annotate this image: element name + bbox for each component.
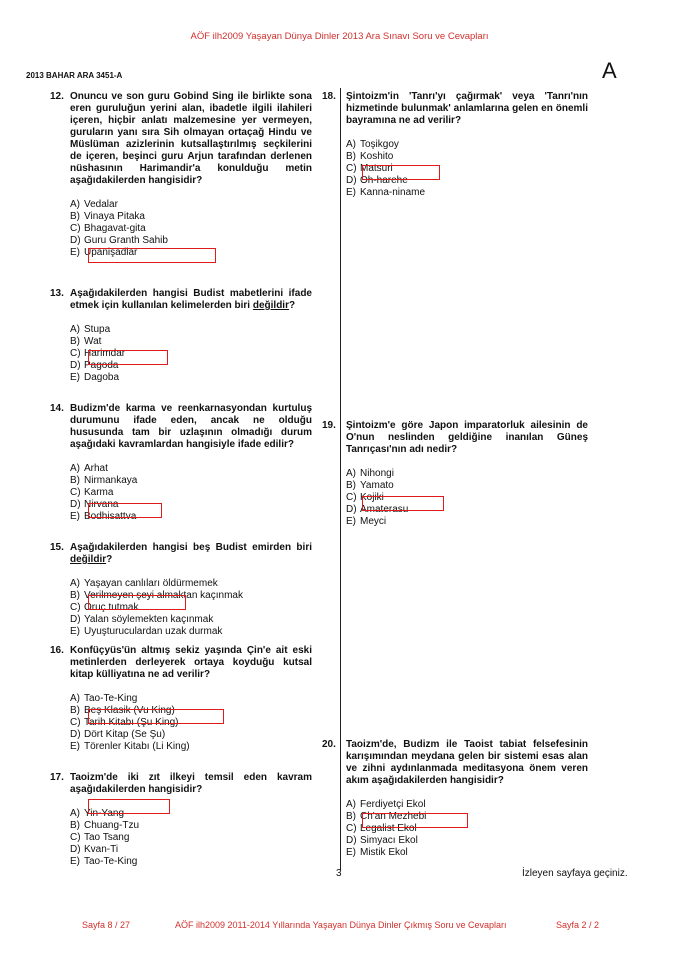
- options-list: [70, 808, 312, 868]
- option-c[interactable]: C) Legalist Ekol: [346, 823, 417, 834]
- answer-mark-box: [88, 503, 162, 518]
- footer-title: AÖF ilh2009 2011-2014 Yıllarında Yaşayan Dünya Dinler Çıkmış Soru ve Cevapları: [175, 920, 507, 930]
- option-a[interactable]: A) Yaşayan canlıları öldürmemek: [70, 578, 218, 589]
- question-number: 20.: [322, 739, 336, 750]
- option-d[interactable]: D) Dört Kitap (Se Şu): [70, 729, 166, 740]
- question-12: [50, 91, 312, 259]
- option-e[interactable]: E) Tao-Te-King: [70, 856, 138, 867]
- option-b[interactable]: B) Vinaya Pitaka: [70, 211, 145, 222]
- option-c[interactable]: C) Matsuri: [346, 163, 393, 174]
- question-16: [50, 645, 312, 753]
- option-d[interactable]: D) Guru Granth Sahib: [70, 235, 168, 246]
- option-d[interactable]: D) Yalan söylemekten kaçınmak: [70, 614, 214, 625]
- question-number: 18.: [322, 91, 336, 102]
- option-c[interactable]: C) Bhagavat-gita: [70, 223, 146, 234]
- option-b[interactable]: B) Beş Klasik (Vu King): [70, 705, 175, 716]
- question-13: [50, 288, 312, 384]
- question-15: [50, 542, 312, 638]
- question-number: 12.: [50, 91, 64, 102]
- question-19: [322, 420, 588, 528]
- answer-mark-box: [362, 496, 444, 511]
- question-stem: Şintoizm'e göre Japon imparatorluk ailesinin de O'nun neslinden geldiğine inanılan Güneş Tanrıçası'nın adı nedir?: [346, 420, 588, 455]
- option-a[interactable]: A) Nihongi: [346, 468, 394, 479]
- question-stem: Aşağıdakilerden hangisi beş Budist emirden biri değildir?: [70, 542, 312, 565]
- question-17: [50, 772, 312, 868]
- option-c[interactable]: C) Oruç tutmak: [70, 602, 139, 613]
- option-d[interactable]: D) Nirvana: [70, 499, 119, 510]
- question-stem: Şintoizm'in 'Tanrı'yı çağırmak' veya 'Tanrı'nın hizmetinde bulunmak' anlamlarına gelen en önemli bayramına ne ad verilir?: [346, 91, 588, 126]
- option-e[interactable]: E) Kanna-niname: [346, 187, 426, 198]
- question-stem: Onuncu ve son guru Gobind Sing ile birlikte sona eren guruluğun yerini alan, ibadetle ilgili ilahileri içeren, hiçbir anlatı malzemesine yer vermeyen, guruların yanı sıra Sih olmayan ortaçağ Hindu ve Müslüman azizlerinin kutsallaştırılmış seçkilerini de içeren, beşinci guru Arjun tarafından derlenen nüshasının Harimandir'a konulduğu metin aşağıdakilerden hangisidir?: [70, 91, 312, 186]
- option-b[interactable]: B) Nirmankaya: [70, 475, 138, 486]
- exam-code: 2013 BAHAR ARA 3451-A: [26, 71, 123, 80]
- option-e[interactable]: E) Upanişadlar: [70, 247, 138, 258]
- option-e[interactable]: E) Törenler Kitabı (Li King): [70, 741, 190, 752]
- option-d[interactable]: D) Kvan-Ti: [70, 844, 119, 855]
- option-a[interactable]: A) Tao-Te-King: [70, 693, 138, 704]
- option-d[interactable]: D) Pagoda: [70, 360, 119, 371]
- option-b[interactable]: B) Verilmeyen şeyi almaktan kaçınmak: [70, 590, 243, 601]
- answer-mark-box: [88, 350, 168, 365]
- question-number: 15.: [50, 542, 64, 553]
- next-page-note: İzleyen sayfaya geçiniz.: [522, 868, 628, 879]
- option-d[interactable]: D) Simyacı Ekol: [346, 835, 418, 846]
- option-d[interactable]: D) Oh-harehe: [346, 175, 408, 186]
- option-c[interactable]: C) Karma: [70, 487, 114, 498]
- option-e[interactable]: E) Meyci: [346, 516, 387, 527]
- question-number: 17.: [50, 772, 64, 783]
- option-b[interactable]: B) Chuang-Tzu: [70, 820, 140, 831]
- option-a[interactable]: A) Arhat: [70, 463, 108, 474]
- option-c[interactable]: C) Tarih Kitabı (Şu King): [70, 717, 179, 728]
- option-e[interactable]: E) Uyuşturuculardan uzak durmak: [70, 626, 223, 637]
- question-stem: Konfüçyüs'ün altmış sekiz yaşında Çin'e ait eski metinlerden derleyerek ortaya koyduğu kutsal kitap külliyatına ne ad verilir?: [70, 645, 312, 680]
- option-a[interactable]: A) Vedalar: [70, 199, 118, 210]
- option-a[interactable]: A) Yin-Yang: [70, 808, 125, 819]
- question-stem: Taoizm'de, Budizm ile Taoist tabiat felsefesinin karışımından meydana gelen bir sistemi esas alan ve zihni aydınlanmada meditasyona önem veren akım aşağıdakilerden hangisidir?: [346, 739, 588, 786]
- answer-mark-box: [362, 813, 468, 828]
- question-20: [322, 739, 588, 859]
- option-b[interactable]: B) Wat: [70, 336, 102, 347]
- option-b[interactable]: B) Yamato: [346, 480, 394, 491]
- option-b[interactable]: B) Ch'an Mezhebi: [346, 811, 427, 822]
- option-d[interactable]: D) Amaterasu: [346, 504, 409, 515]
- option-e[interactable]: E) Dagoba: [70, 372, 120, 383]
- question-number: 16.: [50, 645, 64, 656]
- option-a[interactable]: A) Stupa: [70, 324, 111, 335]
- question-18: [322, 91, 588, 199]
- page-number: 3: [336, 868, 342, 879]
- footer-page-right: Sayfa 2 / 2: [556, 920, 600, 930]
- column-divider: [340, 88, 341, 870]
- question-stem: Taoizm'de iki zıt ilkeyi temsil eden kavram aşağıdakilerden hangisidir?: [70, 772, 312, 795]
- answer-mark-box: [88, 799, 170, 814]
- answer-mark-box: [88, 709, 224, 724]
- option-c[interactable]: C) Harimdar: [70, 348, 126, 359]
- question-number: 19.: [322, 420, 336, 431]
- question-stem: Budizm'de karma ve reenkarnasyondan kurtuluş durumunu ifade eden, ancak ne olduğu hususunda tam bir uzlaşının olmadığı durum aşağıdaki kavramlardan hangisiyle ifade edilir?: [70, 403, 312, 450]
- option-a[interactable]: A) Toşikgoy: [346, 139, 399, 150]
- answer-mark-box: [88, 248, 216, 263]
- option-c[interactable]: C) Tao Tsang: [70, 832, 130, 843]
- option-b[interactable]: B) Koshito: [346, 151, 394, 162]
- options-list: [346, 799, 588, 859]
- booklet-letter: A: [602, 58, 617, 83]
- question-stem: Aşağıdakilerden hangisi Budist mabetlerini ifade etmek için kullanılan kelimelerden biri değildir?: [70, 288, 312, 311]
- question-number: 13.: [50, 288, 64, 299]
- answer-mark-box: [88, 595, 186, 610]
- question-number: 14.: [50, 403, 64, 414]
- answer-mark-box: [362, 165, 440, 180]
- option-c[interactable]: C) Kojiki: [346, 492, 384, 503]
- option-e[interactable]: E) Bodhisattva: [70, 511, 137, 522]
- document-header-title: AÖF ilh2009 Yaşayan Dünya Dinler 2013 Ara Sınavı Soru ve Cevapları: [190, 31, 489, 42]
- footer-page-left: Sayfa 8 / 27: [82, 920, 131, 930]
- option-a[interactable]: A) Ferdiyetçi Ekol: [346, 799, 426, 810]
- option-e[interactable]: E) Mistik Ekol: [346, 847, 408, 858]
